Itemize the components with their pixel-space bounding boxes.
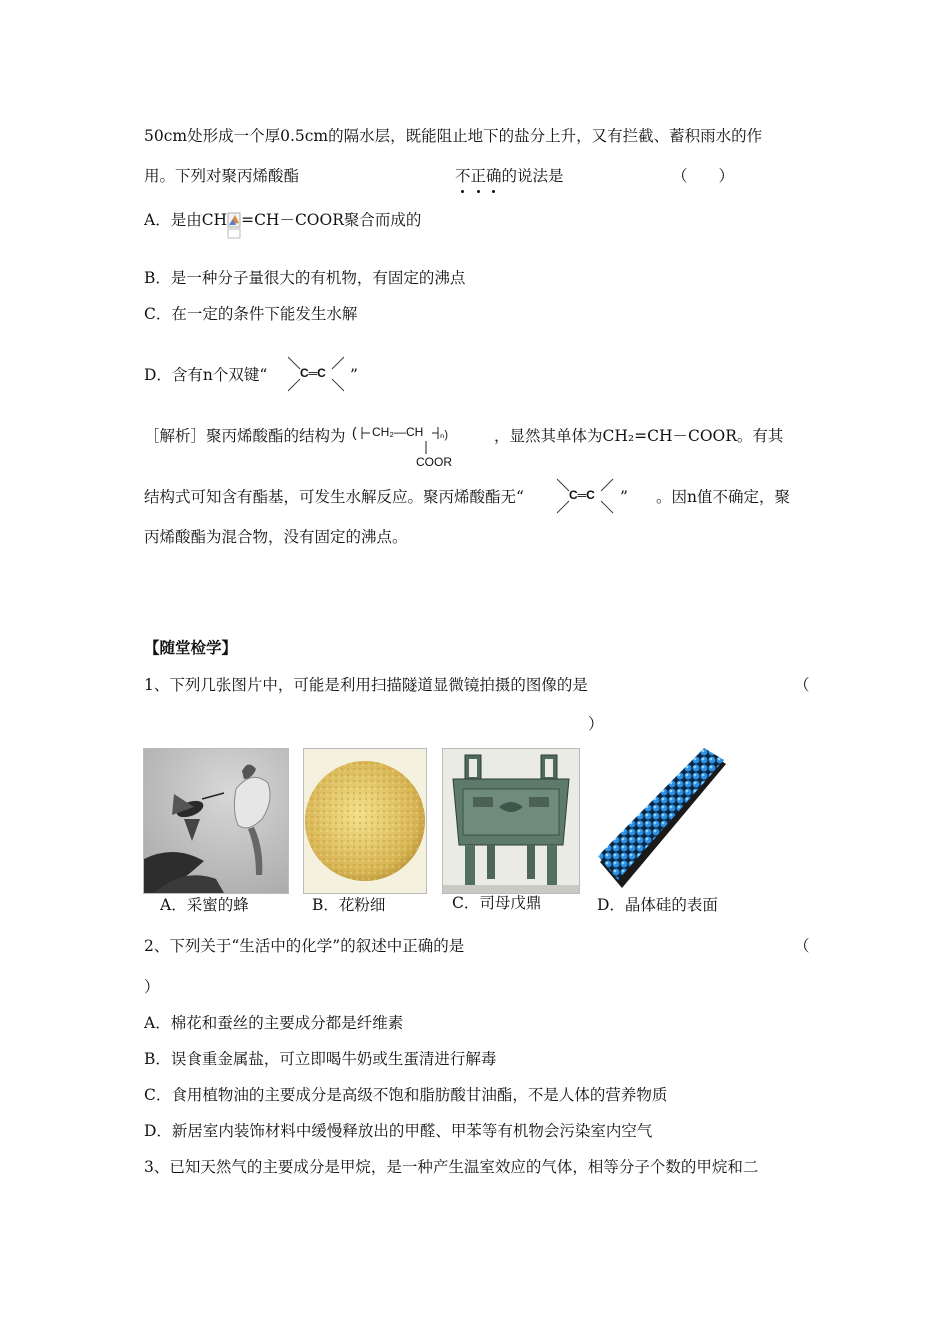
- q2-option-d: D．新居室内装饰材料中缓慢释放出的甲醛、甲苯等有机物会污染室内空气: [144, 1122, 653, 1140]
- q2-paren-open: （: [794, 937, 810, 955]
- analysis-line-1-tail: ，显然其单体为CH₂=CH－COOR。有其: [494, 427, 784, 445]
- q2-option-b: B．误食重金属盐，可立即喝牛奶或生蛋清进行解毒: [144, 1050, 497, 1068]
- image-silicon-surface: [596, 748, 727, 892]
- intro-line-1: 50cm处形成一个厚0.5cm的隔水层，既能阻止地下的盐分上升，又有拦截、蓄积雨水的作: [144, 127, 763, 145]
- caption-c: C．司母戊鼎: [452, 894, 542, 912]
- option-a-post: =CH－COOR聚合而成的: [241, 211, 422, 229]
- q2-option-c: C．食用植物油的主要成分是高级不饱和脂肪酸甘油酯，不是人体的营养物质: [144, 1086, 668, 1104]
- double-bond-structure: [286, 355, 346, 393]
- double-bond-label: C═C: [300, 366, 326, 380]
- image-pollen: [303, 748, 427, 894]
- image-hummingbird: [143, 748, 289, 894]
- image-bronze-ding: [442, 748, 580, 894]
- q1-text: 1、下列几张图片中，可能是利用扫描隧道显微镜拍摄的图像的是: [144, 676, 588, 694]
- polymer-side-group: COOR: [416, 455, 452, 469]
- q2-text: 2、下列关于“生活中的化学”的叙述中正确的是: [144, 937, 465, 955]
- option-a: [144, 209, 421, 235]
- q1-paren-close: ）: [588, 715, 604, 733]
- emphasis-char: 正: [470, 167, 487, 185]
- intro-line-2-text: 用。下列对聚丙烯酸酯: [144, 167, 300, 185]
- double-bond-structure: [555, 477, 615, 515]
- intro-line-2: [144, 166, 299, 186]
- option-d: [144, 365, 267, 385]
- option-d-close: ”: [350, 366, 358, 384]
- analysis-line-2-tail: 。因n值不确定，聚: [656, 488, 790, 506]
- broken-image-icon: [227, 209, 241, 235]
- analysis-line-2: 结构式可知含有酯基，可发生水解反应。聚丙烯酸酯无“: [144, 488, 524, 506]
- option-a-pre: A．是由CH: [144, 211, 228, 229]
- analysis-quote-close: ”: [620, 488, 628, 506]
- emphasis-char: 确: [486, 167, 502, 185]
- q1-paren-open: （: [794, 676, 810, 694]
- option-b: B．是一种分子量很大的有机物，有固定的沸点: [144, 269, 466, 287]
- analysis-line-3: 丙烯酸酯为混合物，没有固定的沸点。: [144, 528, 408, 546]
- q2-paren-close: ）: [144, 978, 160, 996]
- answer-paren: （ ）: [672, 167, 735, 185]
- analysis-line-1: ［解析］聚丙烯酸酯的结构为: [144, 427, 346, 445]
- polymer-chain: CH₂—CH: [372, 425, 424, 439]
- emphasis-char: 不: [455, 167, 471, 185]
- option-d-pre: D．含有n个双键“: [144, 366, 268, 384]
- emphasis-phrase: [455, 166, 564, 186]
- option-c: C．在一定的条件下能发生水解: [144, 305, 358, 323]
- double-bond-label: C═C: [569, 488, 595, 502]
- polymer-bracket-open: (: [352, 424, 357, 440]
- caption-a: A．采蜜的蜂: [160, 896, 249, 914]
- section-title: 【随堂检学】: [144, 638, 238, 657]
- caption-b: B．花粉细: [312, 896, 386, 914]
- emphasis-tail: 的说法是: [501, 167, 564, 185]
- polymer-structure: [352, 420, 464, 472]
- q2-option-a: A．棉花和蚕丝的主要成分都是纤维素: [144, 1014, 404, 1032]
- polymer-subscript: ₙ): [440, 429, 449, 441]
- caption-d: D．晶体硅的表面: [597, 896, 718, 914]
- q3-text: 3、已知天然气的主要成分是甲烷，是一种产生温室效应的气体，相等分子个数的甲烷和二: [144, 1158, 759, 1176]
